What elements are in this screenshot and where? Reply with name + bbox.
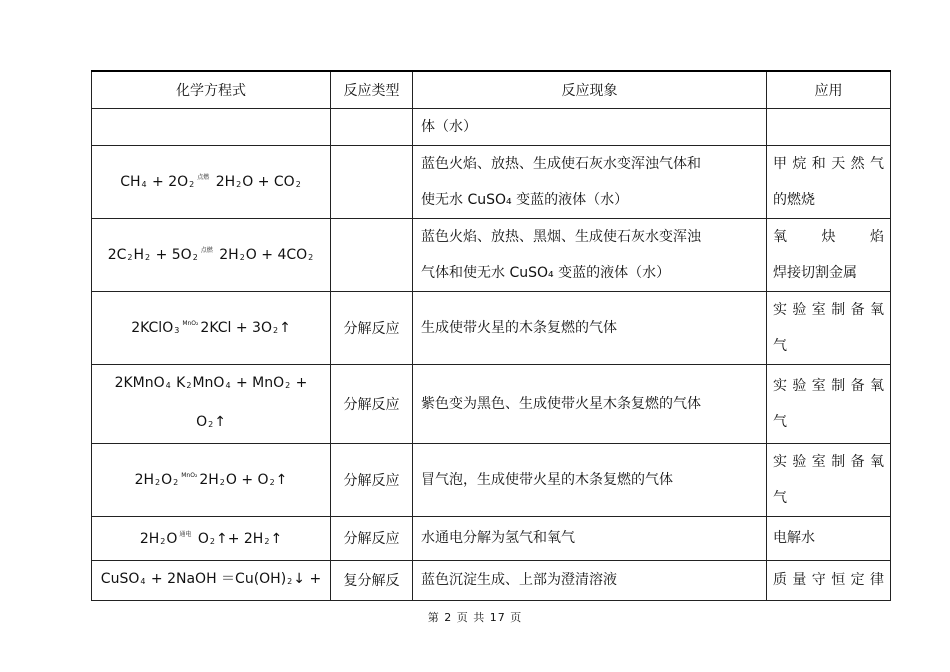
application-line: 的燃烧 bbox=[773, 191, 815, 208]
table-row bbox=[92, 218, 891, 291]
application-line: 实验室制备氧 bbox=[773, 453, 884, 470]
phenomenon-cell bbox=[413, 516, 767, 560]
equation-text: 2KCl + 3O bbox=[200, 320, 272, 336]
subscript: 2 bbox=[160, 536, 166, 546]
equation-text: + 5O bbox=[151, 247, 192, 263]
application-line: 实验室制备氧 bbox=[773, 301, 884, 318]
equation-text: ↑ bbox=[270, 530, 283, 547]
equation-text: ↑ bbox=[275, 472, 288, 488]
equation-cell bbox=[92, 108, 331, 145]
subscript: 2 bbox=[127, 253, 133, 262]
reaction-type-cell: 复分解反 bbox=[331, 560, 413, 600]
equation-line bbox=[98, 233, 324, 276]
phenomenon-cell bbox=[413, 145, 767, 218]
equation-cell bbox=[92, 516, 331, 560]
phenomenon-line: 使无水 CuSO₄ 变蓝的液体（水） bbox=[421, 191, 629, 208]
equation-text: ↑ bbox=[279, 320, 291, 336]
reaction-condition: 点燃 bbox=[197, 174, 210, 181]
application-line: 实验室制备氧 bbox=[773, 377, 884, 394]
equation-text: ↓ + bbox=[293, 570, 322, 587]
equation-text: 2H bbox=[134, 472, 155, 488]
equation-line bbox=[98, 306, 324, 349]
equation-text: + 2NaOH ＝Cu(OH) bbox=[146, 570, 287, 587]
equation-cell bbox=[92, 364, 331, 443]
reaction-table bbox=[91, 70, 891, 601]
reaction-condition: MnO₂ bbox=[182, 320, 199, 327]
header-application: 应用 bbox=[767, 71, 891, 108]
equation-line bbox=[98, 517, 324, 560]
subscript: 2 bbox=[173, 478, 179, 487]
equation-text: 2H bbox=[211, 174, 236, 190]
subscript: 2 bbox=[189, 180, 195, 189]
phenomenon-line: 蓝色火焰、放热、黑烟、生成使石灰水变浑浊 bbox=[421, 228, 701, 245]
application-line: 气 bbox=[773, 337, 787, 354]
application-cell bbox=[767, 145, 891, 218]
subscript: 2 bbox=[236, 180, 242, 189]
subscript: 2 bbox=[192, 253, 198, 262]
table-row bbox=[92, 364, 891, 443]
reaction-condition: 通电 bbox=[179, 530, 192, 538]
subscript: 2 bbox=[285, 380, 291, 390]
application-line: 气 bbox=[773, 489, 787, 506]
equation-text: 2H bbox=[214, 247, 239, 263]
phenomenon-line: 气体和使无水 CuSO₄ 变蓝的液体（水） bbox=[421, 264, 671, 281]
application-line: 气 bbox=[773, 413, 787, 430]
subscript: 3 bbox=[174, 326, 180, 335]
application-line: 电解水 bbox=[773, 530, 815, 546]
phenomenon-cell bbox=[413, 291, 767, 364]
equation-text: + bbox=[291, 374, 308, 391]
page-number: 第 2 页 共 17 页 bbox=[427, 611, 523, 624]
table-row bbox=[92, 560, 891, 600]
equation-text: ↑ bbox=[214, 413, 226, 430]
equation-text: 2KMnO bbox=[114, 374, 165, 391]
equation-text: 2H bbox=[199, 472, 219, 488]
equation-cell bbox=[92, 291, 331, 364]
subscript: 2 bbox=[155, 478, 161, 487]
phenomenon-line: 生成使带火星的木条复燃的气体 bbox=[421, 319, 617, 336]
equation-text: MnO bbox=[192, 374, 225, 391]
equation-text: O bbox=[196, 413, 208, 430]
subscript: 2 bbox=[308, 253, 314, 262]
subscript: 4 bbox=[225, 380, 231, 390]
phenomenon-cell bbox=[413, 443, 767, 516]
equation-line bbox=[98, 160, 324, 203]
header-phenomenon: 反应现象 bbox=[413, 71, 767, 108]
equation-line bbox=[98, 365, 324, 404]
table-row bbox=[92, 108, 891, 145]
equation-text: O bbox=[161, 472, 173, 488]
subscript: 2 bbox=[219, 478, 225, 487]
reaction-condition: MnO₂ bbox=[181, 472, 198, 479]
subscript: 2 bbox=[239, 253, 245, 262]
equation-text: O bbox=[166, 530, 178, 547]
phenomenon-line: 紫色变为黑色、生成使带火星木条复燃的气体 bbox=[421, 395, 701, 412]
header-reaction-type: 反应类型 bbox=[331, 71, 413, 108]
equation-text: 2C bbox=[107, 247, 127, 263]
application-cell bbox=[767, 218, 891, 291]
phenomenon-cell bbox=[413, 560, 767, 600]
subscript: 2 bbox=[269, 478, 275, 487]
equation-text: CuSO bbox=[100, 570, 140, 587]
phenomenon-cell bbox=[413, 108, 767, 145]
application-line: 氧炔焰 bbox=[773, 228, 884, 245]
table-body bbox=[92, 108, 891, 600]
subscript: 2 bbox=[287, 576, 293, 586]
phenomenon-cell bbox=[413, 364, 767, 443]
equation-cell bbox=[92, 218, 331, 291]
equation-cell bbox=[92, 560, 331, 600]
reaction-type-cell bbox=[331, 145, 413, 218]
phenomenon-line: 水通电分解为氢气和氧气 bbox=[421, 530, 575, 546]
subscript: 2 bbox=[272, 326, 279, 335]
equation-text: O + O bbox=[225, 472, 269, 488]
phenomenon-line: 蓝色火焰、放热、生成使石灰水变浑浊气体和 bbox=[421, 155, 701, 172]
equation-text: + MnO bbox=[231, 374, 285, 391]
equation-text: K bbox=[171, 374, 186, 391]
table-row bbox=[92, 516, 891, 560]
reaction-type-cell: 分解反应 bbox=[331, 516, 413, 560]
application-line: 甲烷和天然气 bbox=[773, 155, 884, 172]
phenomenon-cell bbox=[413, 218, 767, 291]
equation-text: 2H bbox=[139, 530, 160, 547]
equation-line bbox=[98, 458, 324, 501]
subscript: 2 bbox=[295, 180, 301, 189]
reaction-condition: 点燃 bbox=[200, 247, 213, 254]
application-cell bbox=[767, 560, 891, 600]
subscript: 2 bbox=[209, 536, 215, 546]
equation-text: O + 4CO bbox=[245, 247, 308, 263]
equation-cell bbox=[92, 443, 331, 516]
application-cell bbox=[767, 443, 891, 516]
reaction-type-cell bbox=[331, 218, 413, 291]
table-row bbox=[92, 443, 891, 516]
equation-line bbox=[98, 404, 324, 443]
phenomenon-line: 冒气泡，生成使带火星的木条复燃的气体 bbox=[421, 471, 673, 488]
table-row bbox=[92, 145, 891, 218]
equation-line bbox=[98, 561, 324, 600]
application-cell bbox=[767, 364, 891, 443]
subscript: 2 bbox=[145, 253, 151, 262]
equation-text: O bbox=[193, 530, 209, 547]
table-row bbox=[92, 291, 891, 364]
phenomenon-line: 蓝色沉淀生成、上部为澄清溶液 bbox=[421, 572, 617, 588]
header-equation: 化学方程式 bbox=[92, 71, 331, 108]
subscript: 2 bbox=[186, 380, 192, 390]
reaction-type-cell: 分解反应 bbox=[331, 291, 413, 364]
application-cell bbox=[767, 108, 891, 145]
reaction-type-cell: 分解反应 bbox=[331, 364, 413, 443]
subscript: 2 bbox=[208, 419, 214, 429]
equation-cell bbox=[92, 145, 331, 218]
equation-text: + 2O bbox=[147, 174, 189, 190]
reaction-type-cell: 分解反应 bbox=[331, 443, 413, 516]
subscript: 2 bbox=[264, 536, 270, 546]
phenomenon-line: 体（水） bbox=[421, 118, 477, 135]
subscript: 4 bbox=[165, 380, 171, 390]
application-line: 焊接切割金属 bbox=[773, 264, 857, 281]
application-cell bbox=[767, 516, 891, 560]
equation-text: 2KClO bbox=[131, 320, 174, 336]
application-line: 质量守恒定律 bbox=[773, 572, 884, 588]
equation-text: ↑+ 2H bbox=[215, 530, 264, 547]
equation-text: CH bbox=[120, 174, 141, 190]
reaction-type-cell bbox=[331, 108, 413, 145]
subscript: 4 bbox=[141, 180, 147, 189]
equation-text: H bbox=[133, 247, 145, 263]
equation-text: O + CO bbox=[242, 174, 295, 190]
application-cell bbox=[767, 291, 891, 364]
table-header-row bbox=[92, 71, 891, 108]
subscript: 4 bbox=[140, 576, 146, 586]
